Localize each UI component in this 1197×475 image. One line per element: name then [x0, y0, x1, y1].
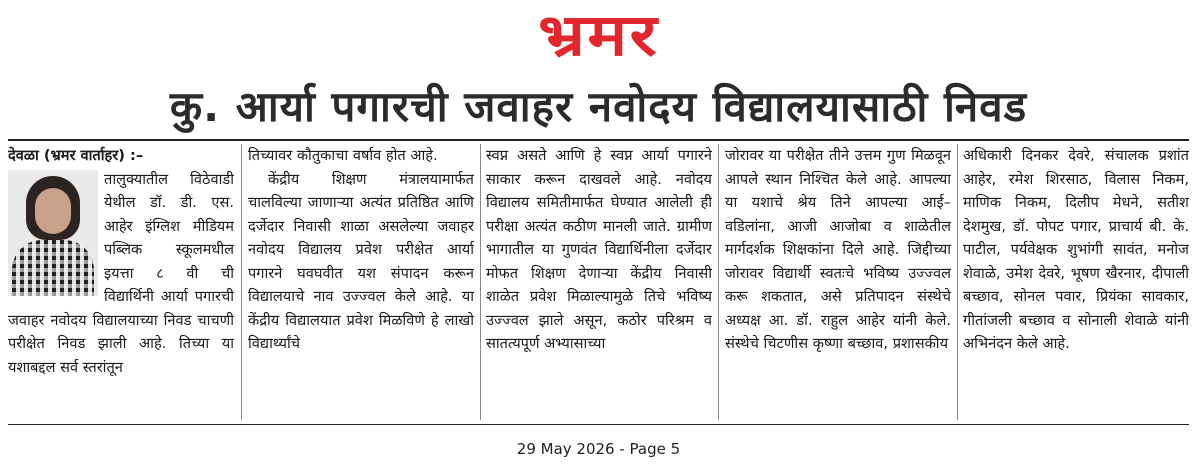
- column-divider: [957, 144, 958, 420]
- article-body: [8, 144, 1189, 420]
- article-col5-text: अधिकारी दिनकर देवरे, संचालक प्रशांत आहेर, रमेश शिरसाठ, विलास निकम, माणिक निकम, दिलीप मेधने, सतीश देशमुख, डॉ. पोपट पगार, प्राचार्य बी. के. पाटील, पर्यवेक्षक शुभांगी सावंत, मनोज शेवाळे, उमेश देवरे, भूषण खैरनार, दीपाली बच्छाव, सोनल पवार, प्रियंका सावकार, गीतांजली बच्छाव व सोनाली शेवाळे यांनी अभिनंदन केले आहे.: [963, 147, 1189, 352]
- article-column-1: [8, 144, 234, 420]
- article-col2-para2: केंद्रीय शिक्षण मंत्रालयामार्फत चालविल्या जाणाऱ्या अत्यंत प्रतिष्ठित आणि दर्जेदार निवासी शाळा असलेल्या जवाहर नवोदय विद्यालय प्रवेश परीक्षेत आर्या पगारने घवघवीत यश संपादन करून विद्यालयाचे नाव उज्ज्वल केले आहे. या केंद्रीय विद्यालयात प्रवेश मिळविणे हे लाखो विद्यार्थ्यांचे: [248, 170, 474, 352]
- article-column-5: [963, 144, 1189, 420]
- column-divider: [241, 144, 242, 420]
- article-column-2: [248, 144, 474, 420]
- article-col1-text: तालुक्यातील विठेवाडी येथील डॉ. डी. एस. आहेर इंग्लिश मीडियम पब्लिक स्कूलमधील इयत्ता ८ वी ची विद्यार्थिनी आर्या पगारची जवाहर नवोदय विद्यालयाच्या निवड चाचणी परीक्षेत निवड झाली आहे. तिच्या या यशाबद्दल सर्व स्तरांतून: [8, 170, 234, 376]
- article-column-4: [725, 144, 951, 420]
- article-col3-text: स्वप्न असते आणि हे स्वप्न आर्या पगारने साकार करून दाखवले आहे. नवोदय विद्यालय समितीमार्फत घेण्यात आलेली ही परीक्षा अत्यंत कठीण मानली जाते. ग्रामीण भागातील या गुणवंत विद्यार्थिनीला दर्जेदार मोफत शिक्षण देणाऱ्या केंद्रीय निवासी शाळेत प्रवेश मिळाल्यामुळे तिचे भविष्य उज्ज्वल झाले असून, कठोर परिश्रम व सातत्यपूर्ण अभ्यासाच्या: [486, 147, 712, 352]
- masthead-title: भ्रमर: [538, 1, 659, 69]
- article-headline: कु. आर्या पगारची जवाहर नवोदय विद्यालयासाठी निवड: [169, 82, 1028, 131]
- column-divider: [480, 144, 481, 420]
- student-photo: [8, 170, 98, 296]
- headline-divider: [8, 139, 1189, 141]
- page-footer: 29 May 2026 - Page 5: [516, 440, 681, 458]
- article-col2-para1: तिच्यावर कौतुकाचा वर्षाव होत आहे.: [248, 147, 438, 164]
- newspaper-logo: [0, 2, 1197, 72]
- column-divider: [718, 144, 719, 420]
- article-column-3: [486, 144, 712, 420]
- footer-divider: [8, 424, 1189, 425]
- article-col4-text: जोरावर या परीक्षेत तीने उत्तम गुण मिळवून आपले स्थान निश्चित केले आहे. आपल्या या यशाचे श्रेय तिने आपल्या आई–वडिलांना, आजी आजोबा व शाळेतील मार्गदर्शक शिक्षकांना दिले आहे. जिद्दीच्या जोरावर विद्यार्थी स्वतःचे भविष्य उज्ज्वल करू शकतात, असे प्रतिपादन संस्थेचे अध्यक्ष आ. डॉ. राहुल आहेर यांनी केले. संस्थेचे चिटणीस कृष्णा बच्छाव, प्रशासकीय: [725, 147, 951, 352]
- article-byline: देवळा (भ्रमर वार्ताहर) :–: [8, 147, 144, 164]
